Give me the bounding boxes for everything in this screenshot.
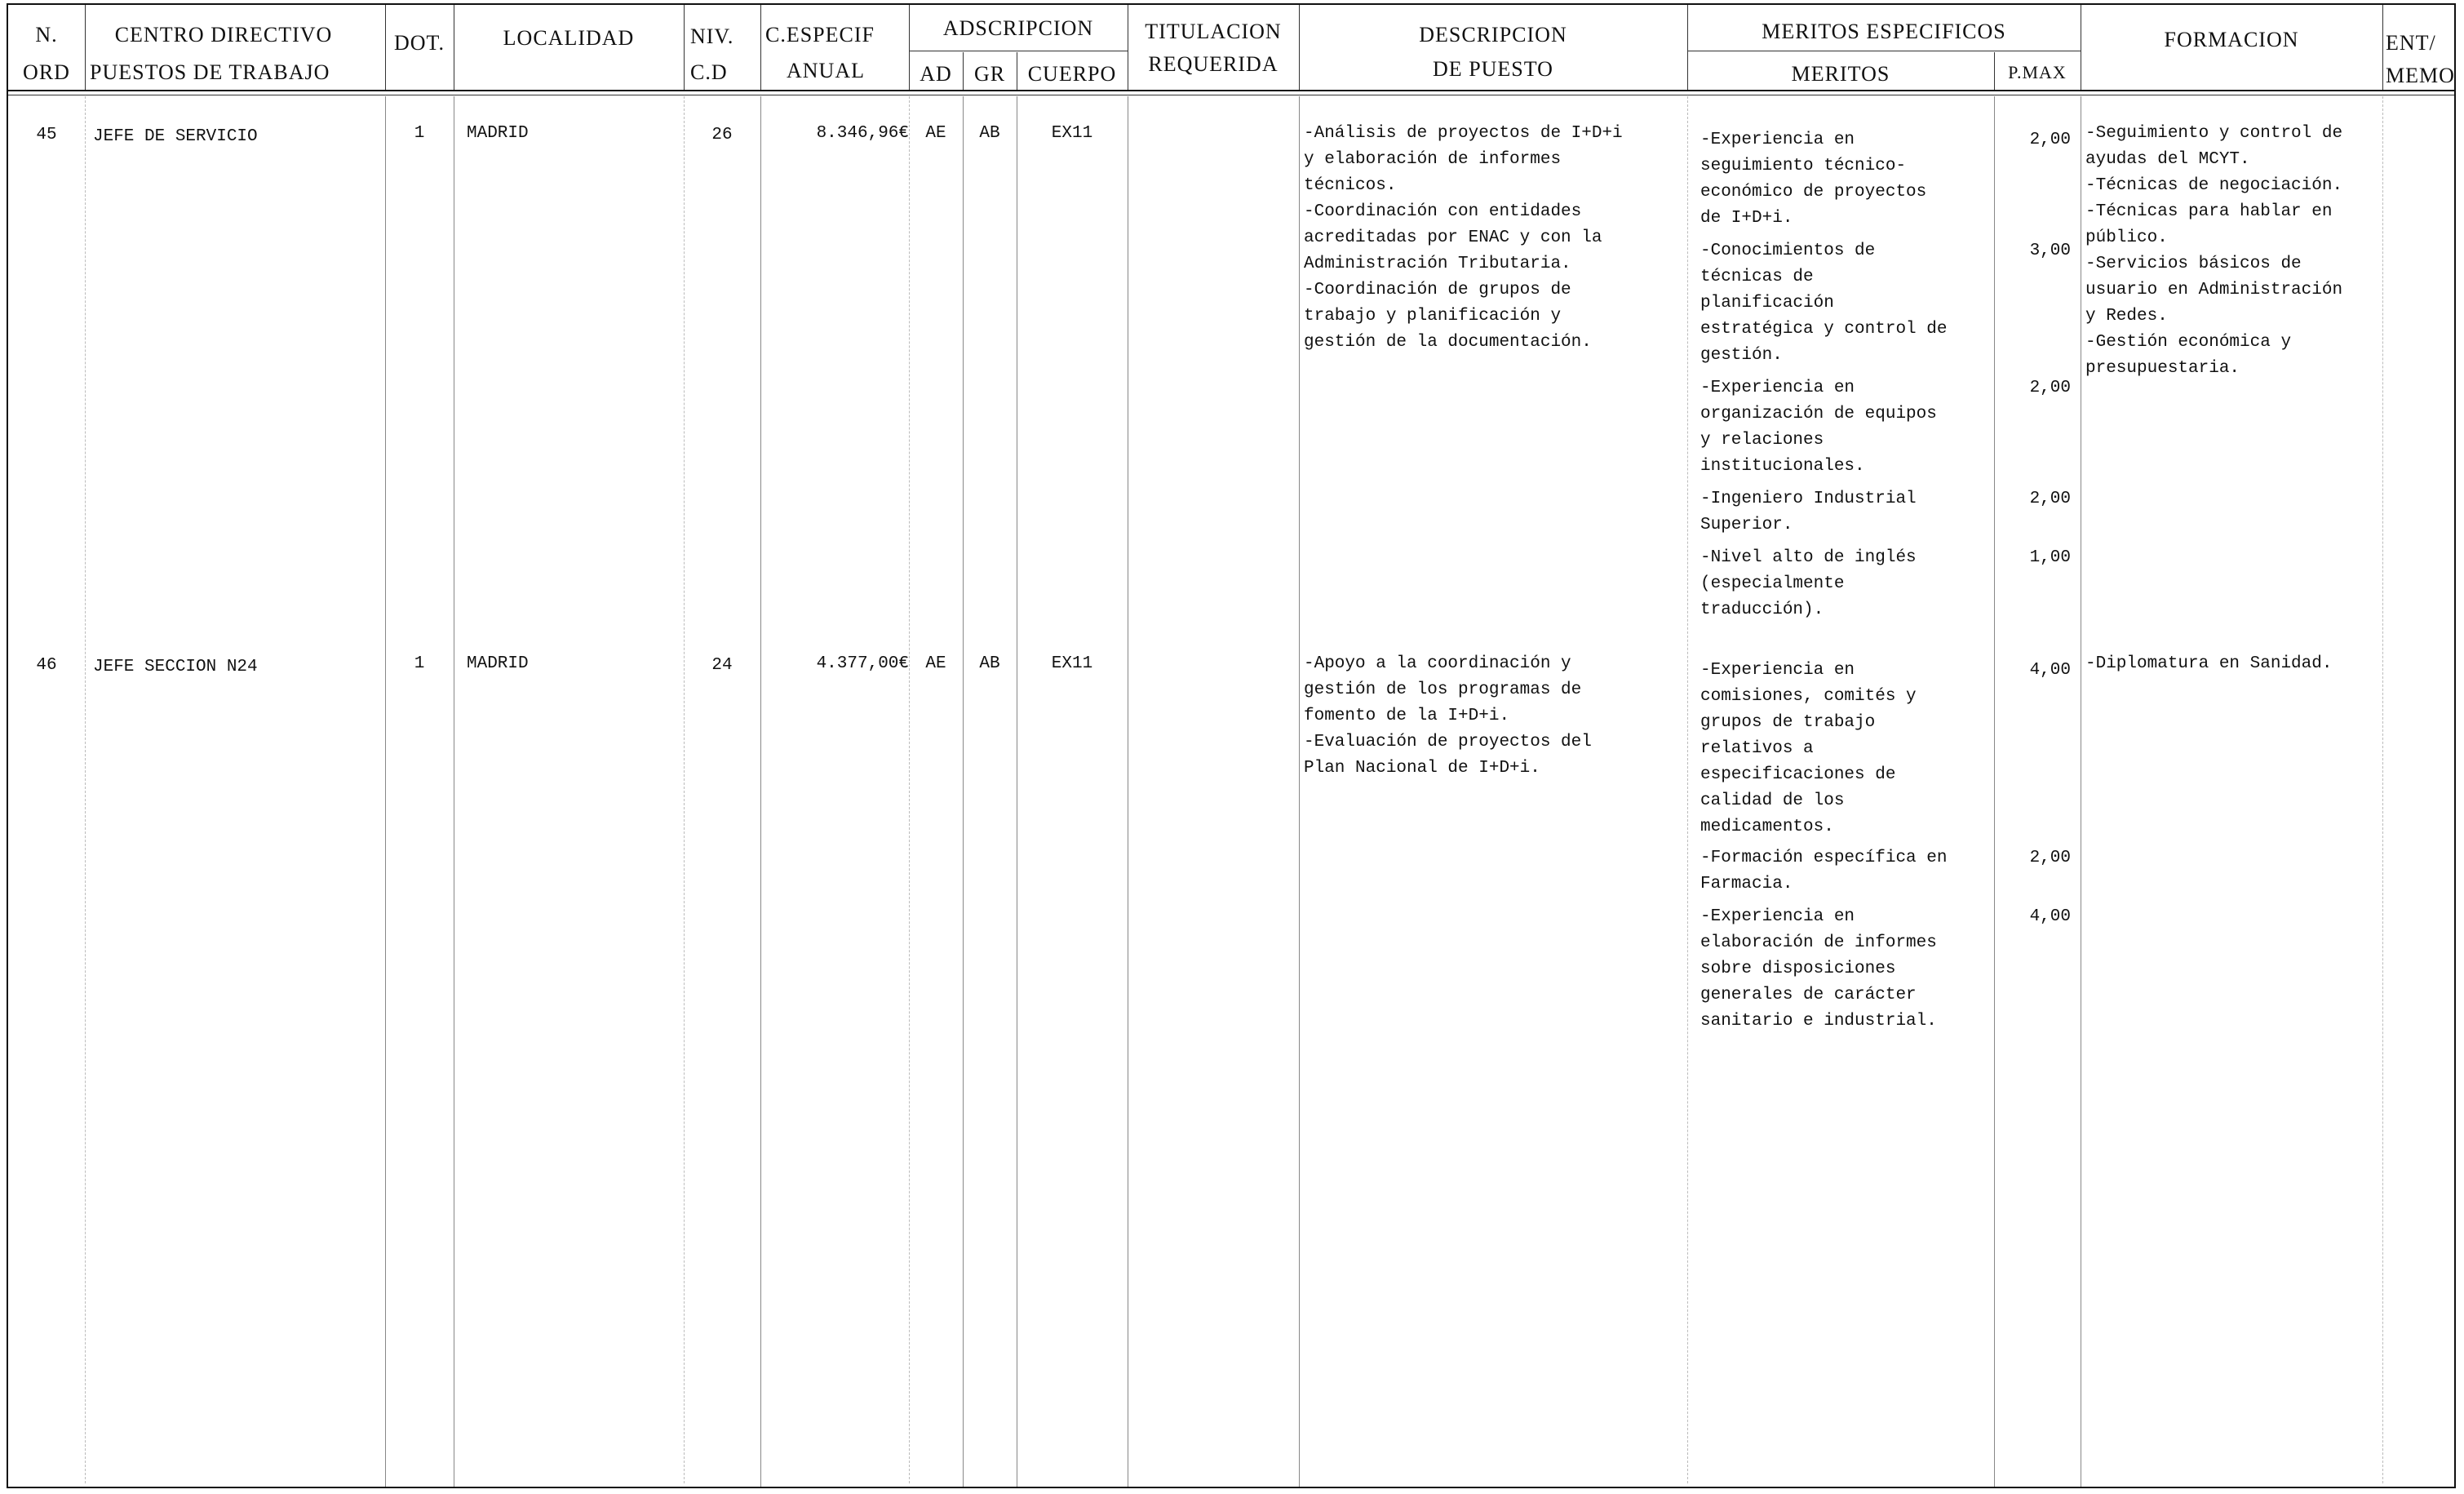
cell-c-especif: 4.377,00€ (816, 654, 909, 673)
header-memo: MEMO (2386, 64, 2455, 87)
header-titulacion: TITULACION (1145, 20, 1282, 43)
header-ent: ENT/ (2386, 31, 2436, 55)
header-meritos-especificos: MERITOS ESPECIFICOS (1762, 20, 2006, 43)
cell-gr: AB (979, 654, 1000, 673)
cell-merito: -Experiencia en elaboración de informes sobre disposiciones generales de carácter sanitario e industrial. (1700, 907, 1937, 1031)
body-col-sep (385, 96, 386, 1487)
cell-descripcion: -Apoyo a la coordinación y gestión de los programas de fomento de la I+D+i. -Evaluación de proyectos del Plan Nacional de I+D+i. (1304, 654, 1592, 778)
header-descripcion: DESCRIPCION (1419, 23, 1567, 47)
cell-localidad: MADRID (467, 654, 529, 673)
cell-n-ord: 45 (36, 126, 57, 144)
header-de-puesto: DE PUESTO (1433, 57, 1553, 81)
header-centro-directivo: CENTRO DIRECTIVO (114, 23, 333, 47)
cell-cuerpo: EX11 (1051, 654, 1093, 673)
cell-pmax: 2,00 (2029, 490, 2071, 508)
cell-pmax: 2,00 (2029, 131, 2071, 149)
cell-pmax: 3,00 (2029, 242, 2071, 260)
cell-merito: -Ingeniero Industrial Superior. (1700, 490, 1917, 534)
header-ord: ORD (23, 60, 70, 84)
cell-localidad: MADRID (467, 124, 529, 143)
cell-formacion: -Seguimiento y control de ayudas del MCYT. -Técnicas de negociación. -Técnicas para hablar en público. -Servicios básicos de usuario en Administración y Redes. -Gestión económica y presupuestaria. (2085, 124, 2343, 378)
header-ad: AD (920, 62, 952, 86)
cell-n-ord: 46 (36, 656, 57, 675)
cell-ad: AE (925, 654, 946, 673)
cell-ad: AE (925, 124, 946, 143)
header-puestos-trabajo: PUESTOS DE TRABAJO (90, 60, 330, 84)
cell-puesto: JEFE DE SERVICIO (93, 127, 258, 146)
body-col-sep (2382, 96, 2383, 1483)
header-niv: NIV. (690, 24, 734, 48)
cell-merito: -Nivel alto de inglés (especialmente traducción). (1700, 548, 1917, 619)
cell-cuerpo: EX11 (1051, 124, 1093, 143)
body-col-sep (909, 96, 910, 1483)
header-gr: GR (973, 62, 1006, 86)
cell-pmax: 4,00 (2029, 907, 2071, 926)
cell-pmax: 2,00 (2029, 379, 2071, 397)
header-cd: C.D (690, 60, 728, 84)
cell-pmax: 1,00 (2029, 548, 2071, 567)
cell-pmax: 4,00 (2029, 661, 2071, 680)
header-sep (2382, 5, 2383, 91)
header-meritos: MERITOS (1791, 62, 1890, 86)
header-n: N. (35, 23, 58, 47)
cell-puesto: JEFE SECCION N24 (93, 658, 258, 676)
header-c-especif: C.ESPECIF (765, 23, 875, 47)
body-col-sep (1299, 96, 1300, 1487)
cell-merito: -Experiencia en organización de equipos y relaciones institucionales. (1700, 379, 1937, 476)
header-formacion: FORMACION (2164, 28, 2299, 51)
cell-descripcion: -Análisis de proyectos de I+D+i y elaboración de informes técnicos. -Coordinación con entidades acreditadas por ENAC y con la Administración Tributaria. -Coordinación de grupos de trabajo y planificación y gestión de la documentación. (1304, 124, 1623, 352)
cell-merito: -Conocimientos de técnicas de planificación estratégica y control de gestión. (1700, 242, 1948, 365)
cell-niv: 26 (711, 126, 733, 144)
cell-dot: 1 (414, 654, 425, 673)
body-col-sep (684, 96, 685, 1483)
header-dot: DOT. (393, 31, 445, 55)
body-col-sep (760, 96, 761, 1487)
header-anual: ANUAL (787, 59, 865, 82)
body-col-sep (963, 96, 964, 1487)
cell-pmax: 2,00 (2029, 849, 2071, 867)
cell-dot: 1 (414, 124, 425, 143)
cell-formacion: -Diplomatura en Sanidad. (2085, 654, 2333, 673)
cell-niv: 24 (711, 656, 733, 675)
cell-merito: -Experiencia en seguimiento técnico- económico de proyectos de I+D+i. (1700, 131, 1927, 228)
header-bottom-rule (8, 90, 2454, 91)
header-sep (85, 5, 86, 91)
body-col-sep (1994, 96, 1995, 1487)
header-localidad: LOCALIDAD (503, 26, 635, 50)
header-adscripcion: ADSCRIPCION (942, 16, 1094, 40)
header-pmax: P.MAX (2008, 62, 2067, 82)
header-sep (684, 5, 685, 91)
rpt-table (7, 3, 2456, 1488)
cell-gr: AB (979, 124, 1000, 143)
body-col-sep (85, 96, 86, 1483)
header-requerida: REQUERIDA (1148, 52, 1279, 76)
cell-c-especif: 8.346,96€ (816, 124, 909, 143)
body-col-sep (1687, 96, 1688, 1483)
header-cuerpo: CUERPO (1027, 62, 1117, 86)
cell-merito: -Experiencia en comisiones, comités y grupos de trabajo relativos a especificaciones de calidad de los medicamentos. (1700, 661, 1917, 836)
cell-merito: -Formación específica en Farmacia. (1700, 849, 1948, 893)
